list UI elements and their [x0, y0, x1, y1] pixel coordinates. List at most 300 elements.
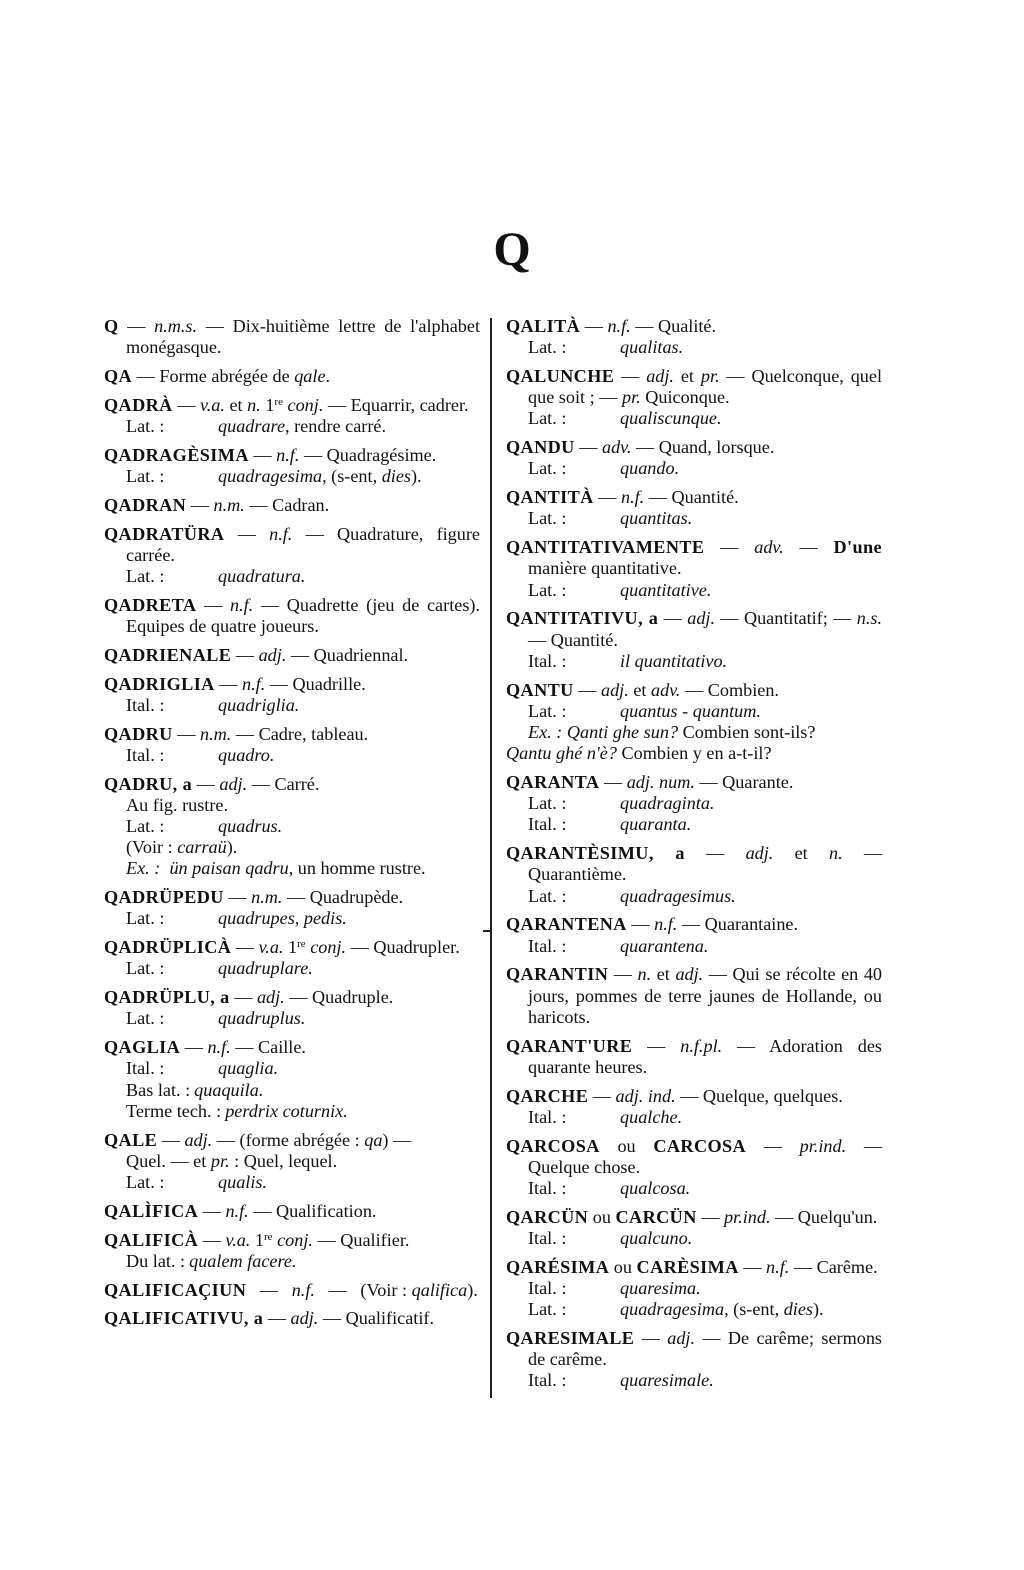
headword: QARANTIN	[506, 964, 609, 985]
part-of-speech: v.a.	[258, 937, 284, 958]
part-of-speech: adj.	[687, 608, 716, 629]
conjunction: et	[680, 366, 694, 386]
headword: QADRU	[104, 723, 173, 744]
punctuation: ) —	[382, 1129, 412, 1150]
definition: Quarantaine.	[704, 914, 799, 935]
headword: QARCÜN	[506, 1206, 589, 1227]
etymology-italian	[506, 1228, 882, 1249]
etymology-italian	[506, 1107, 882, 1128]
headword-variant: CARÈSIMA	[636, 1256, 739, 1277]
dictionary-entry: QALIFICATIVU, a — adj. — Qualificatif.	[104, 1308, 434, 1329]
dictionary-entry: QADRAN — n.m. — Cadran.	[104, 494, 330, 515]
punctuation: ).	[411, 466, 422, 486]
headword: QADRETA	[104, 594, 197, 615]
example-translation: Combien sont-ils?	[678, 722, 816, 743]
etymology-word: quadro.	[218, 744, 275, 765]
definition: Caille.	[257, 1037, 306, 1058]
etymology-word: quadrare	[218, 416, 286, 436]
etymology-label: Bas lat. :	[126, 1079, 191, 1100]
etymology-word: il quantitativo.	[620, 650, 728, 671]
etymology-latin	[506, 508, 882, 529]
headword: QADRÜPEDU	[104, 887, 224, 908]
dictionary-entry: QARCOSA ou CARCOSA — pr.ind. — Quelque chose. Ital. : qualcosa.	[506, 1135, 883, 1199]
part-of-speech: n.f.	[225, 1200, 249, 1221]
etymology-latin	[104, 1008, 480, 1029]
etymology-word: quadrupes, pedis.	[218, 908, 347, 929]
etymology-latin	[104, 908, 480, 929]
etymology-word: qualiscunque.	[620, 408, 722, 429]
dictionary-entry: QANTITATIVAMENTE — adv. — D'une manière quantitative. Lat. : quantitative.	[506, 537, 883, 600]
headword: QADRÜPLICÀ	[104, 937, 232, 958]
etymology-italian	[506, 936, 882, 957]
etymology-latin	[104, 566, 480, 587]
etymology-gloss: (s-ent,	[326, 466, 382, 486]
dictionary-entry: QAGLIA — n.f. — Caille. Ital. : quaglia. Bas lat. : quaquila. Terme tech. : perdrix coturnix.	[104, 1037, 480, 1122]
headword: QALITÀ	[506, 316, 581, 336]
dictionary-entry: QARANTENA — n.f. — Quarantaine. Ital. : quarantena.	[506, 914, 882, 956]
dictionary-entry: QANTITÀ — n.f. — Quantité. Lat. : quantitas.	[506, 487, 882, 529]
etymology-word: dies	[783, 1299, 813, 1320]
etymology-word: quaresima.	[620, 1278, 701, 1299]
dictionary-entry: QALITÀ — n.f. — Qualité. Lat. : qualitas.	[506, 316, 882, 358]
headword: QADRIENALE	[104, 644, 232, 665]
etymology-word: quadragesima,	[620, 1299, 729, 1320]
headword: QADRATÜRA	[104, 523, 225, 544]
etymology-word: quando.	[620, 458, 680, 479]
conjugation-ordinal: re	[274, 395, 283, 408]
example	[506, 743, 882, 764]
etymology-label: Lat. :	[126, 1008, 165, 1029]
etymology-gloss: (s-ent,	[728, 1299, 784, 1320]
definition: manière quantitative.	[528, 558, 682, 579]
cross-reference: carraü	[177, 837, 227, 858]
figurative-sense: Au fig. rustre.	[126, 794, 229, 815]
headword: QARANTENA	[506, 914, 627, 935]
dictionary-entry: QARESIMALE — adj. — De carême; sermons de carême. Ital. : quaresimale.	[506, 1328, 883, 1391]
etymology-label: Lat. :	[528, 700, 567, 721]
etymology-word: quaglia.	[218, 1058, 279, 1079]
definition: Quarantième.	[528, 864, 627, 885]
cross-reference: qalifica	[411, 1279, 468, 1300]
etymology-latin	[506, 793, 882, 814]
etymology-label: Lat. :	[528, 508, 567, 529]
etymology-label: Lat. :	[528, 793, 567, 814]
part-of-speech: n.f.	[269, 523, 293, 544]
dictionary-entry: Q — n.m.s. — Dix-huitième lettre de l'alphabet monégasque.	[104, 316, 481, 358]
headword: QADRÜPLU, a	[104, 987, 230, 1008]
dictionary-entry: QANTITATIVU, a — adj. — Quantitatif; — n.s. — Quantité. Ital. : il quantitativo.	[506, 608, 882, 671]
etymology-label: Lat. :	[126, 958, 165, 979]
etymology-word: quadraginta.	[620, 793, 715, 814]
dictionary-entry: QADRÜPEDU — n.m. — Quadrupède. Lat. : quadrupes, pedis.	[104, 887, 480, 929]
headword: QALIFICÀ	[104, 1229, 199, 1250]
etymology-italian	[506, 651, 882, 672]
conjunction: et	[794, 843, 808, 864]
dictionary-entry: QARANT'URE — n.f.pl. — Adoration des quarante heures.	[506, 1035, 882, 1077]
technical-term-value: perdrix coturnix.	[225, 1100, 348, 1121]
etymology-label: Lat. :	[126, 466, 165, 486]
etymology-word: quadratura.	[218, 566, 306, 586]
headword-variant: CARCÜN	[615, 1206, 697, 1227]
conjunction: et	[656, 964, 670, 985]
dictionary-entry: QADRATÜRA — n.f. — Quadrature, figure carrée. Lat. : quadratura.	[104, 523, 480, 586]
dictionary-entry: QALÌFICA — n.f. — Qualification.	[104, 1200, 377, 1221]
etymology-word: qualis.	[218, 1172, 268, 1193]
definition: Qualificatif.	[345, 1308, 434, 1329]
example-phrase: Qantu ghé n'è?	[506, 743, 617, 764]
definition: Adoration des quarante heures.	[528, 1035, 882, 1077]
part-of-speech: n.m.	[199, 723, 232, 744]
etymology-latin	[506, 408, 882, 429]
etymology-word: dies	[381, 466, 411, 486]
etymology-word: quadragesima,	[218, 466, 327, 486]
dictionary-entry: QADRÜPLICÀ — v.a. 1re conj. — Quadrupler. Lat. : quadruplare.	[104, 937, 480, 979]
etymology-label: Ital. :	[126, 1058, 165, 1079]
headword: QADRAN	[104, 494, 187, 515]
dictionary-entry: QADRIENALE — adj. — Quadriennal.	[104, 644, 409, 665]
headword: QADRÀ	[104, 394, 173, 415]
definition: Quadriennal.	[313, 644, 409, 665]
definition: Quadrille.	[292, 673, 366, 694]
definition: Quelqu'un.	[797, 1206, 878, 1227]
etymology-label: Lat. :	[126, 1172, 165, 1193]
dictionary-entry: QARCHE — adj. ind. — Quelque, quelques. Ital. : qualche.	[506, 1086, 882, 1128]
etymology-word: quadruplare.	[218, 958, 313, 979]
conjunction: ou	[592, 1206, 611, 1227]
conjugation: conj.	[277, 1229, 313, 1250]
headword: QARANT'URE	[506, 1035, 633, 1056]
definition: De carême; sermons de carême.	[528, 1328, 883, 1370]
part-of-speech: n.m.	[251, 887, 283, 908]
punctuation: .	[325, 366, 331, 386]
part-of-speech: adj.	[600, 679, 629, 700]
left-column	[104, 316, 480, 1337]
etymology-word: quadragesimus.	[620, 885, 736, 906]
part-of-speech: n.	[828, 843, 843, 864]
dictionary-entry: QARANTIN — n. et adj. — Qui se récolte en 40 jours, pommes de terre jaunes de Hollande, ou haricots.	[506, 964, 883, 1027]
headword: Q	[104, 316, 119, 336]
definition: Quel. — et	[126, 1150, 211, 1171]
part-of-speech: n.f.	[766, 1256, 790, 1277]
dictionary-entry: QARANTÈSIMU, a — adj. et n. — Quarantième. Lat. : quadragesimus.	[506, 843, 883, 906]
conjugation-number: 1	[288, 937, 298, 958]
headword: QARANTÈSIMU, a	[506, 843, 685, 864]
part-of-speech: n.f.	[229, 594, 254, 615]
etymology-italian	[506, 1178, 882, 1199]
dictionary-entry: QADRU, a — adj. — Carré. Au fig. rustre. Lat. : quadrus. (Voir : carraü). Ex. : ün paisan qadru, un homme rustre.	[104, 774, 480, 880]
headword: QADRIGLIA	[104, 673, 215, 694]
etymology-word: quarantena.	[620, 935, 709, 956]
definition: Carré.	[274, 773, 320, 794]
example-translation: , un homme rustre.	[288, 858, 426, 879]
definition: — Quantité.	[528, 629, 618, 650]
etymology-label: Ital. :	[126, 744, 165, 765]
etymology-word: quantus - quantum.	[620, 700, 761, 721]
etymology-label: Lat. :	[528, 579, 567, 600]
definition: Dix-huitième lettre de l'alphabet monégasque.	[126, 316, 481, 358]
part-of-speech: adj. ind.	[615, 1085, 676, 1106]
column-divider	[490, 318, 492, 1398]
page-letter-heading: Q	[493, 223, 531, 276]
headword: QARESIMALE	[506, 1328, 635, 1349]
part-of-speech: n.m.	[213, 494, 245, 515]
headword: QALÌFICA	[104, 1200, 199, 1221]
punctuation: ).	[467, 1279, 478, 1300]
etymology-word: qualcuno.	[620, 1228, 693, 1249]
etymology-latin	[506, 458, 882, 479]
part-of-speech: adj.	[290, 1308, 319, 1329]
part-of-speech: adj.	[258, 644, 287, 665]
headword: QA	[104, 366, 133, 386]
definition: Quantité.	[671, 487, 739, 508]
etymology-word: quaquila.	[194, 1079, 264, 1100]
etymology-latin	[104, 1251, 480, 1272]
etymology-label: Lat. :	[528, 337, 567, 358]
conjugation: conj.	[310, 937, 347, 958]
etymology-gloss: , rendre carré.	[285, 416, 386, 436]
conjugation-number: 1	[265, 394, 275, 415]
etymology-word: qualem facere.	[189, 1250, 297, 1271]
etymology-word: quadriglia.	[218, 694, 300, 715]
part-of-speech: n.f.	[654, 914, 678, 935]
definition: Quantitatif; —	[743, 608, 857, 629]
technical-term-label: Terme tech. :	[126, 1100, 222, 1121]
part-of-speech: n.f.	[207, 1037, 231, 1058]
part-of-speech: n.f.pl.	[680, 1035, 723, 1056]
headword: QARCHE	[506, 1085, 589, 1106]
headword: QALIFICAÇIUN	[104, 1279, 247, 1300]
etymology-italian	[104, 695, 480, 716]
part-of-speech: n.s.	[856, 608, 882, 629]
example-phrase: ün paisan qadru	[169, 858, 289, 879]
definition: Qualité.	[657, 316, 717, 336]
definition: Qualifier.	[340, 1229, 410, 1250]
technical-term	[104, 1101, 480, 1122]
definition: Quadruple.	[312, 987, 394, 1008]
example	[506, 722, 882, 743]
conjunction: ou	[617, 1135, 636, 1156]
etymology-label: Ital. :	[528, 1370, 567, 1391]
etymology-label: Lat. :	[126, 416, 165, 436]
etymology-label: Lat. :	[126, 566, 165, 586]
etymology-latin	[104, 958, 480, 979]
dictionary-entry: QADRÀ — v.a. et n. 1re conj. — Equarrir, cadrer. Lat. : quadrare, rendre carré.	[104, 395, 480, 437]
etymology-italian	[506, 1370, 882, 1391]
dictionary-entry: QANTU — adj. et adv. — Combien. Lat. : quantus - quantum. Ex. : Qanti ghe sun? Combien sont-ils? Qantu ghé n'è? Combien y en a-t-il?	[506, 680, 882, 765]
etymology-latin	[506, 580, 882, 601]
conjugation-ordinal: re	[264, 1230, 273, 1243]
part-of-speech: n.m.s.	[154, 316, 198, 336]
headword: QARÉSIMA	[506, 1256, 610, 1277]
part-of-speech: adj.	[675, 964, 704, 985]
definition: Quadrupède.	[309, 887, 404, 908]
etymology-latin	[506, 886, 882, 907]
dictionary-entry: QANDU — adv. — Quand, lorsque. Lat. : quando.	[506, 437, 882, 479]
cross-reference: qa	[364, 1129, 383, 1150]
etymology-label: Lat. :	[126, 816, 165, 836]
dictionary-entry: QADRÜPLU, a — adj. — Quadruple. Lat. : quadruplus.	[104, 987, 480, 1029]
see-also	[104, 837, 480, 858]
definition-start: D'une	[833, 537, 883, 558]
headword: QANTITATIVAMENTE	[506, 537, 705, 558]
part-of-speech: adj.	[184, 1129, 213, 1150]
headword: QANTITATIVU, a	[506, 608, 659, 629]
definition: Quelconque, quel que soit ; —	[528, 366, 883, 408]
etymology-latin	[104, 1172, 480, 1193]
etymology-label: Ital. :	[528, 814, 567, 835]
headword: QALE	[104, 1129, 158, 1150]
etymology-label: Lat. :	[528, 458, 567, 479]
part-of-speech: pr.ind.	[799, 1135, 847, 1156]
etymology-latin	[104, 466, 480, 487]
definition: Quarante.	[722, 772, 794, 793]
example	[104, 858, 480, 879]
etymology-italian	[506, 814, 882, 835]
etymology-latin	[506, 337, 882, 358]
cross-reference: qale	[294, 366, 326, 386]
part-of-speech: adv.	[601, 437, 632, 458]
part-of-speech: adj.	[667, 1328, 696, 1349]
definition: Quand, lorsque.	[658, 437, 775, 458]
dictionary-entry: QARANTA — adj. num. — Quarante. Lat. : quadraginta. Ital. : quaranta.	[506, 772, 882, 836]
headword: QARCOSA	[506, 1135, 600, 1156]
etymology-italian	[506, 1278, 882, 1299]
headword: QANTU	[506, 679, 574, 700]
etymology-label: Lat. :	[528, 1299, 567, 1320]
see-also-label: (Voir :	[126, 837, 178, 858]
part-of-speech: pr.	[621, 387, 641, 408]
etymology-low-latin	[104, 1080, 480, 1101]
divider-mark	[483, 930, 491, 932]
etymology-word: quadrus.	[218, 816, 283, 836]
part-of-speech: n.f.	[607, 316, 631, 336]
conjunction: ou	[613, 1256, 632, 1277]
definition: Forme abrégée de	[159, 366, 290, 386]
etymology-label: Ital. :	[528, 935, 567, 956]
etymology-label: Lat. :	[126, 908, 165, 929]
dictionary-entry: QADRIGLIA — n.f. — Quadrille. Ital. : quadriglia.	[104, 674, 480, 716]
etymology-italian	[104, 745, 480, 766]
conjugation: conj.	[287, 394, 324, 415]
definition: Cadre, tableau.	[258, 723, 369, 744]
definition: Quiconque.	[640, 387, 730, 408]
headword: QADRU, a	[104, 773, 193, 794]
etymology-latin	[104, 816, 480, 837]
dictionary-entry: QADRAGÈSIMA — n.f. — Quadragésime. Lat. : quadragesima, (s-ent, dies).	[104, 445, 480, 487]
headword: QALUNCHE	[506, 366, 615, 386]
etymology-label: Ital. :	[126, 694, 165, 715]
etymology-label: Lat. :	[528, 885, 567, 906]
definition: : Quel, lequel.	[229, 1150, 338, 1171]
dictionary-entry: QALUNCHE — adj. et pr. — Quelconque, quel que soit ; — pr. Quiconque. Lat. : qualiscunque.	[506, 366, 883, 429]
part-of-speech: adj.	[646, 366, 674, 386]
punctuation: ).	[226, 837, 238, 858]
part-of-speech: pr.	[210, 1150, 230, 1171]
example-translation: Combien y en a-t-il?	[616, 743, 772, 764]
dictionary-entry: QALIFICÀ — v.a. 1re conj. — Qualifier. Du lat. : qualem facere.	[104, 1230, 480, 1272]
part-of-speech: n.f.	[242, 673, 266, 694]
dictionary-entry: QADRETA — n.f. — Quadrette (jeu de cartes). Equipes de quatre joueurs.	[104, 594, 480, 636]
part-of-speech: adj.	[256, 987, 285, 1008]
definition: Quadrature, figure carrée.	[126, 523, 480, 565]
definition: Cadran.	[272, 494, 330, 515]
example-label: Ex. :	[528, 722, 563, 743]
definition: Qualification.	[275, 1200, 377, 1221]
right-column	[506, 316, 882, 1399]
part-of-speech: pr.	[700, 366, 720, 386]
definition: Qui se récolte en 40 jours, pommes de terre jaunes de Hollande, ou haricots.	[528, 964, 883, 1027]
see-also-label: (Voir :	[360, 1279, 408, 1300]
definition: Quadrette (jeu de cartes). Equipes de quatre joueurs.	[126, 594, 480, 636]
conjunction: et	[633, 679, 647, 700]
etymology-italian	[104, 1058, 480, 1079]
part-of-speech: n.f.	[276, 444, 300, 465]
etymology-latin	[104, 416, 480, 437]
headword-variant: CARCOSA	[653, 1135, 747, 1156]
dictionary-entry: QADRU — n.m. — Cadre, tableau. Ital. : quadro.	[104, 724, 480, 766]
definition-continued	[104, 1151, 480, 1172]
conjunction: et	[229, 394, 243, 415]
part-of-speech: pr.ind.	[724, 1206, 771, 1227]
headword: QALIFICATIVU, a	[104, 1308, 264, 1329]
etymology-label: Du lat. :	[126, 1250, 186, 1271]
etymology-word: qualche.	[620, 1106, 683, 1127]
headword: QANTITÀ	[506, 487, 594, 508]
headword: QANDU	[506, 437, 575, 458]
etymology-word: qualitas.	[620, 337, 684, 358]
part-of-speech: n.	[637, 964, 652, 985]
part-of-speech: adj.	[745, 843, 774, 864]
dictionary-entry: QA — Forme abrégée de qale.	[104, 366, 331, 386]
dictionary-entry: QARÉSIMA ou CARÈSIMA — n.f. — Carême. Ital. : quaresima. Lat. : quadragesima, (s-ent, dies).	[506, 1257, 882, 1321]
example-label: Ex. :	[126, 858, 161, 879]
conjugation-ordinal: re	[297, 938, 306, 951]
etymology-label: Lat. :	[528, 408, 567, 429]
part-of-speech: adv.	[754, 537, 784, 558]
part-of-speech: v.a.	[225, 1229, 251, 1250]
definition: Quelque chose.	[528, 1156, 641, 1177]
definition: Carême.	[816, 1256, 878, 1277]
etymology-word: quadruplus.	[218, 1008, 306, 1029]
dictionary-entry: QALIFICAÇIUN — n.f. — (Voir : qalifica).	[104, 1279, 478, 1300]
etymology-word: quantitas.	[620, 508, 693, 529]
definition: Quelque, quelques.	[702, 1085, 843, 1106]
part-of-speech: n.f.	[291, 1279, 315, 1300]
etymology-word: quaranta.	[620, 814, 692, 835]
headword: QADRAGÈSIMA	[104, 444, 249, 465]
definition: Quadrupler.	[373, 937, 460, 958]
etymology-latin	[506, 701, 882, 722]
etymology-label: Ital. :	[528, 1278, 567, 1299]
conjugation-number: 1	[254, 1229, 264, 1250]
etymology-label: Ital. :	[528, 650, 567, 671]
part-of-speech: n.	[247, 394, 261, 415]
etymology-label: Ital. :	[528, 1228, 567, 1249]
definition: (forme abrégée :	[239, 1129, 365, 1150]
etymology-word: qualcosa.	[620, 1178, 691, 1199]
part-of-speech: v.a.	[199, 394, 225, 415]
part-of-speech: adj. num.	[626, 772, 695, 793]
part-of-speech: adj.	[219, 773, 248, 794]
definition: Equarrir, cadrer.	[350, 394, 469, 415]
definition: Combien.	[707, 679, 779, 700]
part-of-speech: adv.	[651, 679, 681, 700]
etymology-latin	[506, 1299, 882, 1320]
etymology-word: quantitative.	[620, 579, 712, 600]
part-of-speech: n.f.	[620, 487, 645, 508]
definition: Quadragésime.	[326, 444, 437, 465]
punctuation: ).	[813, 1299, 824, 1320]
